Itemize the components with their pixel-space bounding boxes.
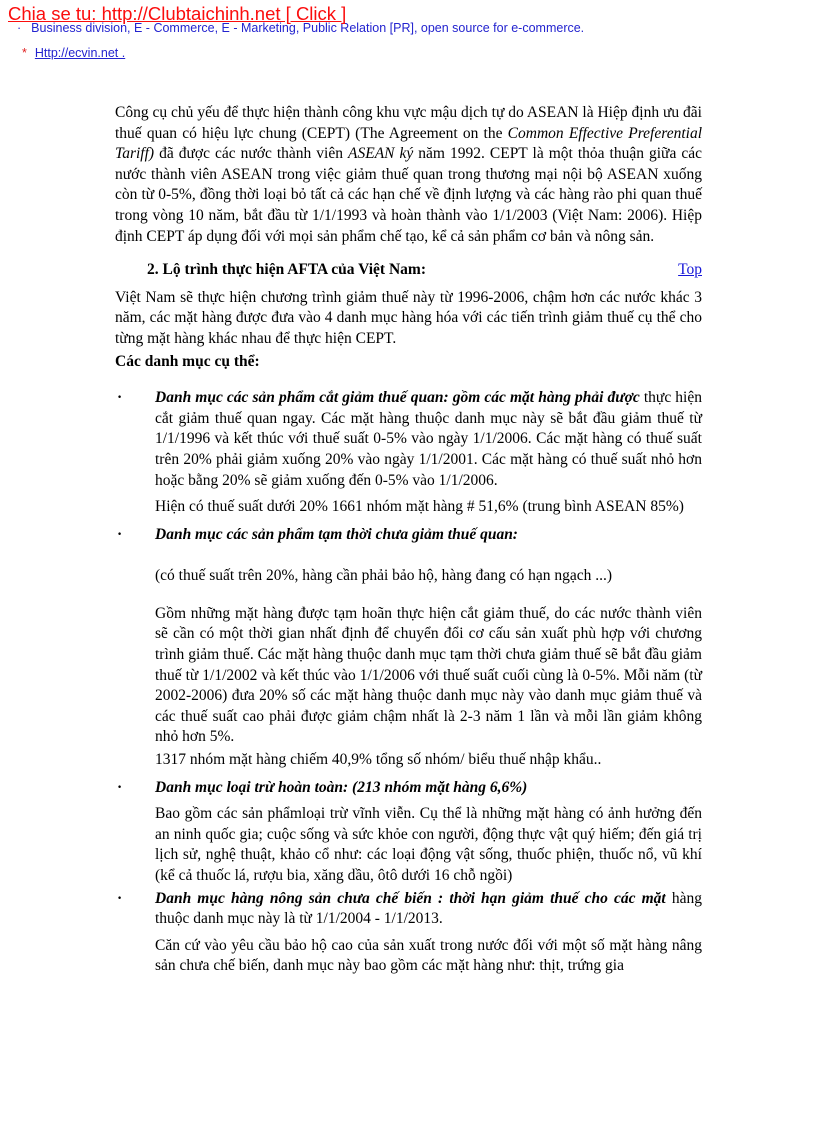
- section-heading: 2. Lộ trình thực hiện AFTA của Việt Nam:: [147, 261, 426, 279]
- list-item-temporary-exclusion: [115, 525, 702, 546]
- text-run-bold-italic: Danh mục loại trừ hoàn toàn: (213 nhóm mặt hàng 6,6%): [155, 778, 528, 796]
- header-ecvin-line: [22, 46, 125, 60]
- header-business-text: Business division, E - Commerce, E - Marketing, Public Relation [PR], open source for e-commerce.: [31, 21, 585, 35]
- list-item-text: [155, 889, 702, 930]
- document-body: [115, 103, 702, 977]
- bullet-icon: ·: [17, 21, 22, 35]
- text-run: thực hiện cắt giảm thuế quan ngay. Các mặt hàng thuộc danh mục này sẽ bắt đầu giảm thuế từ 1/1/1996 và kết thúc với thuế suất 0-5% vào ngày 1/1/2006. Các mặt hàng có thuế suất trên 20% phải giảm xuống 20% vào ngày 1/1/2001. Các mặt hàng có thuế suất nhỏ hơn hoặc bằng 20% sẽ giảm xuống đến 0-5% vào 1/1/2006.: [155, 389, 702, 489]
- text-run: năm 1992. CEPT là một thỏa thuận giữa các nước thành viên ASEAN trong việc giảm thuế quan trong thương mại nội bộ ASEAN xuống còn từ 0-5%, đồng thời loại bỏ tất cả các hạn chế về định lượng và các hàng rào phi quan thuế trong vòng 10 năm, bắt đầu từ 1/1/1993 và hoàn thành vào 1/1/2003 (Việt Nam: 2006). Hiệp định CEPT áp dụng đối với mọi sản phẩm chế tạo, kể cả sản phẩm cơ bản và nông sản.: [115, 145, 702, 245]
- bullet-icon: ·: [117, 525, 123, 543]
- note-group-stats: 1317 nhóm mặt hàng chiếm 40,9% tổng số nhóm/ biểu thuế nhập khẩu..: [155, 751, 602, 769]
- asterisk-marker: *: [22, 46, 27, 60]
- text-run-bold-italic: Danh mục hàng nông sản chưa chế biến : thời hạn giảm thuế cho các mặt: [155, 889, 666, 907]
- section-heading-row: [115, 260, 702, 281]
- text-run-bold-italic: Danh mục các sản phẩm tạm thời chưa giảm thuế quan:: [155, 525, 518, 543]
- list-item-total-exclusion: [115, 778, 702, 799]
- ecvin-link[interactable]: Http://ecvin.net .: [34, 46, 126, 60]
- subheading-categories: Các danh mục cụ thể:: [115, 352, 260, 370]
- share-link[interactable]: Chia se tu: http://Clubtaichinh.net [ Click ]: [8, 3, 347, 24]
- text-run-italic: ASEAN ký: [348, 145, 414, 163]
- text-run-italic: Common Effective Preferential Tariff): [115, 124, 702, 163]
- list-item-text: [155, 388, 702, 491]
- note-tariff-stats: Hiện có thuế suất dưới 20% 1661 nhóm mặt hàng # 51,6% (trung bình ASEAN 85%): [155, 498, 684, 516]
- paragraph-intro: Việt Nam sẽ thực hiện chương trình giảm thuế này từ 1996-2006, chậm hơn các nước khác 3 năm, các mặt hàng được đưa vào 4 danh mục hàng hóa với các tiến trình giảm thuế cụ thể cho từng mặt hàng khác nhau để thực hiện CEPT.: [115, 288, 702, 347]
- text-run: đã được các nước thành viên: [154, 145, 349, 163]
- list-item-text: [155, 525, 702, 546]
- text-run: Công cụ chủ yếu để thực hiện thành công khu vực mậu dịch tự do ASEAN là Hiệp định ưu đãi thuế quan có hiệu lực chung (CEPT) (The Agreement on the: [115, 104, 702, 142]
- list-item-cut-tariff: [115, 388, 702, 491]
- list-item-text: [155, 778, 702, 799]
- paragraph-temporary-exclusion-detail: Gồm những mặt hàng được tạm hoãn thực hiện cắt giảm thuế, do các nước thành viên sẽ cần có một thời gian nhất định để chuyển đổi cơ cấu sản xuất phù hợp với chương trình giảm thuế. Các mặt hàng thuộc danh mục tạm thời chưa giảm thuế sẽ bắt đầu giảm thuế từ 1/1/2002 và kết thúc vào 1/1/2006 với thuế suất cuối cùng là 0-5%. Mỗi năm (từ 2002-2006) đưa 20% số các mặt hàng thuộc danh mục này vào danh mục giảm thuế và các thuế suất cao phải được giảm chậm nhất là 2-3 năm 1 lần và mỗi lần giảm không nhỏ hơn 5%.: [155, 604, 702, 746]
- text-run-bold-italic: Danh mục các sản phẩm cắt giảm thuế quan: gồm các mặt hàng phải được: [155, 389, 640, 407]
- paragraph-cept: [115, 103, 702, 247]
- bullet-icon: ·: [117, 778, 123, 796]
- note-conditions: (có thuế suất trên 20%, hàng cần phải bảo hộ, hàng đang có hạn ngạch ...): [155, 567, 613, 585]
- text-run: hàng thuộc danh mục này là từ 1/1/2004 - 1/1/2013.: [155, 889, 702, 928]
- list-item-unprocessed-agriculture: [115, 889, 702, 930]
- paragraph-total-exclusion-detail: Bao gồm các sản phẩmloại trừ vĩnh viễn. Cụ thể là những mặt hàng có ảnh hưởng đến an ninh quốc gia; cuộc sống và sức khỏe con người, động thực vật quý hiếm; đến giá trị lịch sử, nghệ thuật, khảo cổ như: các loại động vật sống, thuốc phiện, thuốc nổ, vũ khí (kể cả thuốc lá, rượu bia, xăng dầu, ôtô dưới 16 chỗ ngồi): [155, 805, 702, 884]
- bullet-icon: ·: [117, 889, 123, 907]
- top-link[interactable]: Top: [678, 261, 702, 279]
- paragraph-agriculture-detail: Căn cứ vào yêu cầu bảo hộ cao của sản xuất trong nước đối với một số mặt hàng nâng sản chưa chế biến, danh mục này bao gồm các mặt hàng như: thịt, trứng gia: [155, 936, 702, 975]
- bullet-icon: ·: [117, 389, 123, 407]
